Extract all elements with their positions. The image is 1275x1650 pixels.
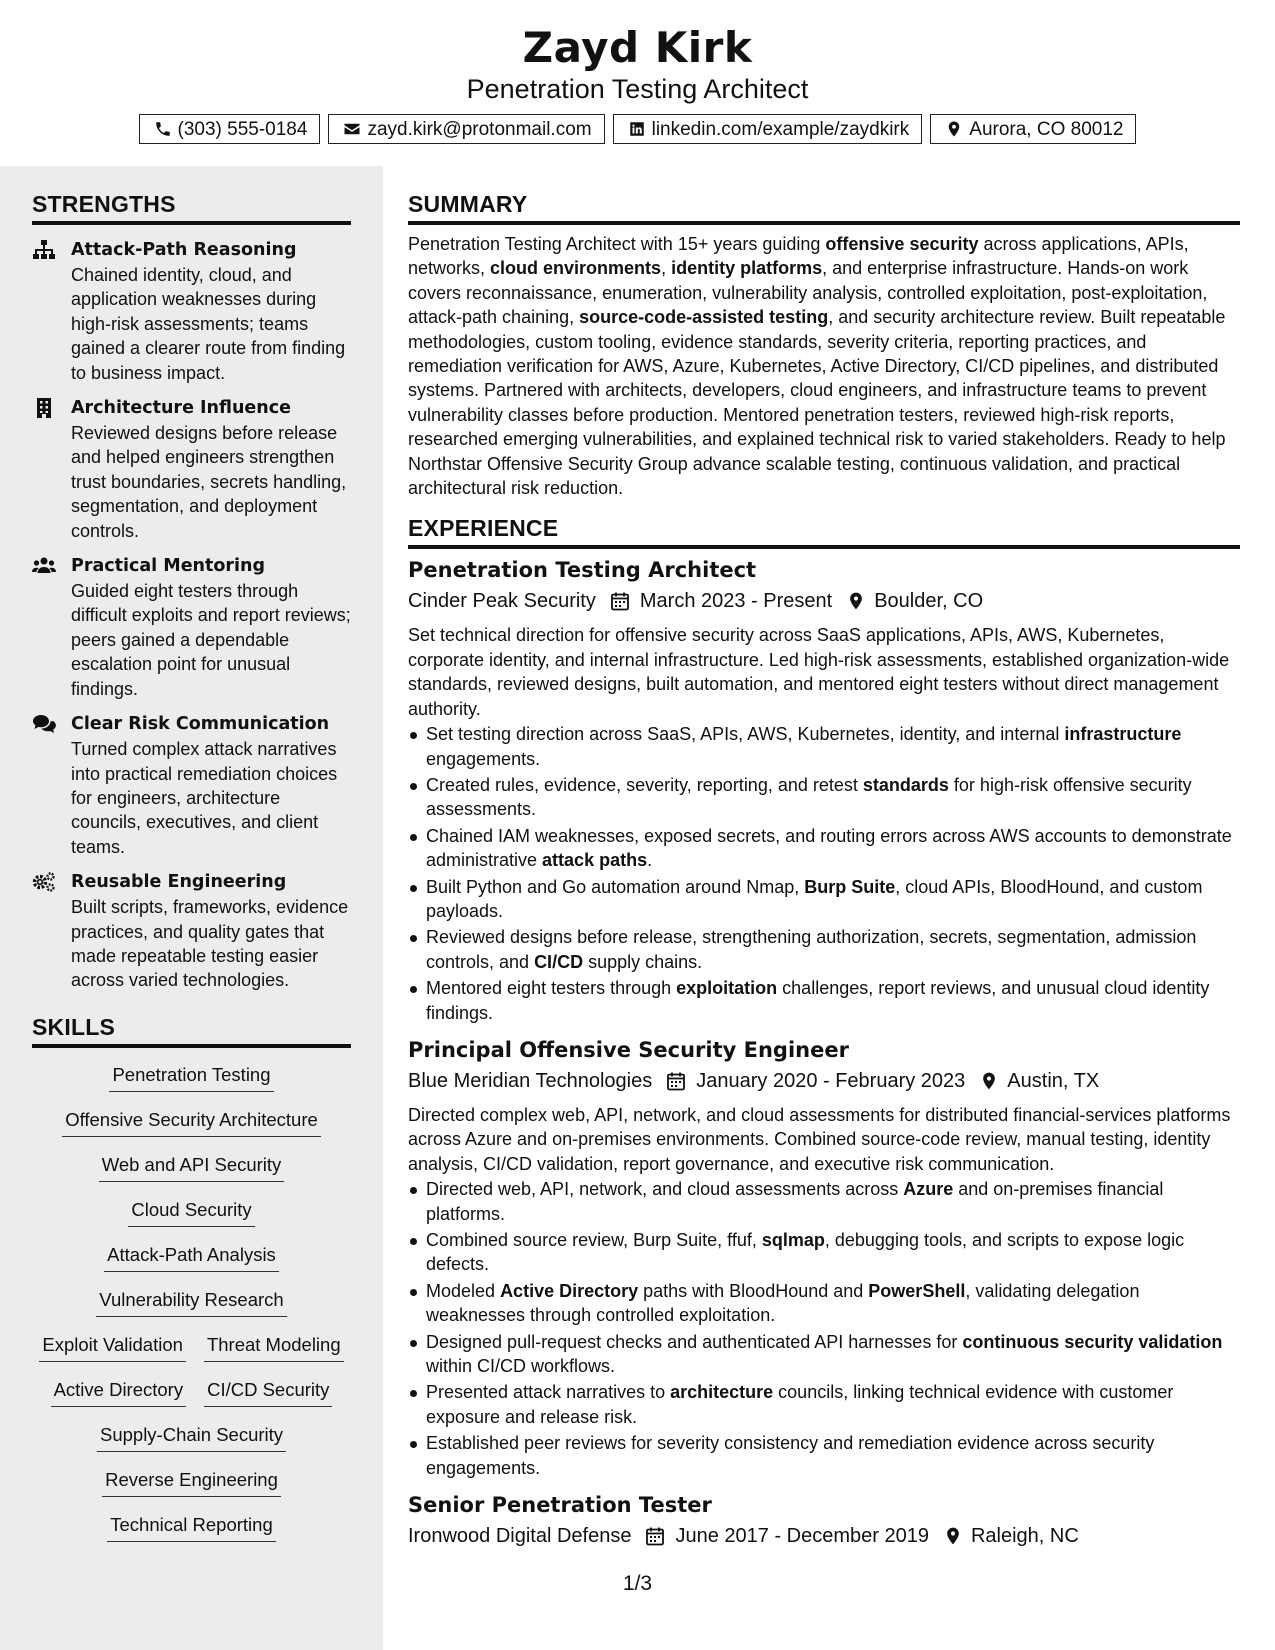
bullet-item	[408, 925, 1240, 974]
job-company: Cinder Peak Security	[408, 590, 596, 613]
job-meta	[408, 585, 1240, 617]
strength-title: Attack-Path Reasoning	[71, 240, 297, 260]
job-location: Boulder, CO	[874, 590, 984, 613]
map-marker-icon	[945, 120, 963, 138]
emphasis-text: Active Directory	[500, 1280, 639, 1301]
skill-row	[32, 1467, 351, 1512]
job-location: Raleigh, NC	[970, 1525, 1079, 1548]
contact-bar	[0, 114, 1275, 144]
job-description: Set technical direction for offensive security across SaaS applications, APIs, AWS, Kubernetes, corporate identity, and internal infrastructure. Led high-risk assessments, established organization-wide standards, reviewed designs, built automation, and mentored eight testers without direct management authority.	[408, 625, 1230, 719]
building-icon	[32, 397, 56, 419]
contact-phone[interactable]	[139, 114, 321, 144]
bullet-item	[408, 773, 1240, 822]
job-entry	[408, 1035, 1240, 1480]
body-text: for high-risk offensive security assessments.	[426, 774, 1192, 820]
comments-icon	[32, 713, 56, 735]
body-text: supply chains.	[583, 951, 703, 972]
calendar-icon	[610, 591, 630, 611]
contact-linkedin-text: linkedin.com/example/zaydkirk	[651, 118, 910, 140]
strength-item	[32, 869, 351, 993]
main-column	[408, 166, 1240, 1552]
job-location: Austin, TX	[1007, 1069, 1100, 1092]
skill-tag: Exploit Validation	[39, 1332, 186, 1362]
skill-row	[32, 1287, 351, 1332]
sitemap-icon	[32, 239, 56, 261]
body-text: , cloud APIs, BloodHound, and custom payloads.	[426, 876, 1203, 921]
strength-title: Practical Mentoring	[71, 556, 266, 577]
skill-tag: Vulnerability Research	[96, 1287, 286, 1317]
skill-row	[32, 1332, 351, 1377]
body-text: across applications, APIs, networks,	[408, 234, 1189, 279]
skill-tag: Cloud Security	[128, 1197, 254, 1227]
strengths-rule	[32, 221, 351, 225]
contact-phone-text: (303) 555-0184	[177, 118, 308, 140]
bullet-item	[408, 1279, 1240, 1328]
envelope-icon	[343, 120, 361, 138]
body-text: .	[647, 850, 653, 871]
job-bullets	[408, 722, 1240, 1025]
skill-row	[32, 1062, 351, 1107]
candidate-title: Penetration Testing Architect	[466, 74, 809, 104]
bullet-item	[408, 722, 1240, 771]
skills-list	[32, 1062, 351, 1557]
map-marker-icon	[846, 591, 866, 611]
users-icon	[32, 555, 56, 577]
body-text: Penetration Testing Architect with 15+ years guiding	[408, 234, 826, 254]
emphasis-text: identity platforms	[671, 258, 823, 279]
skill-tag: Active Directory	[51, 1377, 187, 1407]
job-dates: June 2017 - December 2019	[675, 1525, 929, 1548]
strength-item	[32, 395, 351, 543]
skill-tag: CI/CD Security	[204, 1377, 332, 1407]
job-entry	[408, 1490, 1240, 1552]
skill-row	[32, 1377, 351, 1422]
cogs-icon	[32, 871, 56, 893]
page-number-text: 1/3	[622, 1572, 653, 1595]
strength-title: Reusable Engineering	[71, 872, 287, 893]
body-text: Set testing direction across SaaS, APIs, AWS, Kubernetes, identity, and internal	[426, 724, 1065, 745]
body-text: Mentored eight testers through	[426, 978, 677, 999]
job-title: Principal Offensive Security Engineer	[408, 1037, 849, 1062]
sidebar	[0, 166, 383, 1650]
skill-row	[32, 1242, 351, 1287]
body-text: , validating delegation weaknesses through controlled exploitation.	[426, 1280, 1140, 1326]
bullet-item	[408, 875, 1240, 924]
body-text: Reviewed designs before release, strengthening authorization, secrets, segmentation, admission controls, and	[426, 927, 1197, 972]
bullet-item	[408, 1330, 1240, 1379]
body-text: Chained IAM weaknesses, exposed secrets, and routing errors across AWS accounts to demonstrate administrative	[426, 825, 1232, 871]
job-meta	[408, 1065, 1240, 1097]
emphasis-text: offensive security	[825, 234, 979, 254]
emphasis-text: Azure	[903, 1179, 954, 1200]
body-text: , debugging tools, and scripts to expose logic defects.	[426, 1230, 1185, 1275]
bullet-item	[408, 1431, 1240, 1480]
emphasis-text: standards	[862, 774, 949, 795]
strength-title: Architecture Influence	[71, 398, 291, 419]
job-description: Directed complex web, API, network, and cloud assessments for distributed financial-services platforms across Azure and on-premises environments. Combined source-code review, manual testing, identity analysis, CI/CD validation, report governance, and executive risk communication.	[408, 1104, 1231, 1174]
job-company: Blue Meridian Technologies	[408, 1069, 653, 1092]
experience-rule	[408, 545, 1240, 549]
skill-tag: Supply-Chain Security	[97, 1422, 286, 1452]
emphasis-text: PowerShell	[868, 1280, 966, 1301]
contact-location-text: Aurora, CO 80012	[969, 118, 1124, 140]
bullet-item	[408, 1228, 1240, 1277]
calendar-icon	[645, 1526, 665, 1546]
skill-tag: Reverse Engineering	[102, 1467, 281, 1497]
emphasis-text: source-code-assisted testing	[579, 307, 829, 328]
contact-email-text: zayd.kirk@protonmail.com	[367, 118, 592, 140]
body-text: Designed pull-request checks and authenticated API harnesses for	[426, 1331, 963, 1352]
body-text: engagements.	[426, 748, 541, 769]
job-title: Senior Penetration Tester	[408, 1493, 712, 1518]
body-text: and on-premises financial platforms.	[426, 1179, 1164, 1224]
strengths-heading: STRENGTHS	[32, 191, 176, 217]
strength-item	[32, 553, 351, 701]
skill-row	[32, 1422, 351, 1467]
summary-rule	[408, 221, 1240, 225]
body-text: councils, linking technical evidence with customer exposure and release risk.	[426, 1382, 1174, 1427]
body-text: Established peer reviews for severity consistency and remediation evidence across security engagements.	[426, 1433, 1155, 1478]
bullet-item	[408, 1177, 1240, 1226]
skill-tag: Threat Modeling	[204, 1332, 344, 1362]
emphasis-text: continuous security validation	[962, 1331, 1223, 1352]
skill-tag: Attack-Path Analysis	[104, 1242, 279, 1272]
job-company: Ironwood Digital Defense	[408, 1525, 632, 1548]
skill-tag: Offensive Security Architecture	[62, 1107, 321, 1137]
skills-rule	[32, 1044, 351, 1048]
contact-linkedin[interactable]	[613, 114, 923, 144]
body-text: challenges, report reviews, and unusual cloud identity findings.	[426, 978, 1210, 1023]
body-text: paths with BloodHound and	[638, 1280, 869, 1301]
body-text: Directed web, API, network, and cloud assessments across	[426, 1179, 904, 1200]
body-text: Created rules, evidence, severity, reporting, and retest	[426, 774, 863, 795]
body-text: Built Python and Go automation around Nmap,	[426, 876, 805, 897]
body-text: , and enterprise infrastructure. Hands-on work covers reconnaissance, enumeration, vulnerability analysis, controlled exploitation, post-exploitation, attack-path chaining,	[408, 258, 1208, 328]
emphasis-text: cloud environments	[490, 258, 662, 279]
experience-heading: EXPERIENCE	[408, 515, 559, 542]
emphasis-text: exploitation	[676, 978, 778, 999]
emphasis-text: infrastructure	[1064, 724, 1182, 745]
contact-email[interactable]	[328, 114, 604, 144]
body-text: Combined source review, Burp Suite, ffuf,	[426, 1230, 762, 1250]
calendar-icon	[666, 1071, 686, 1091]
body-text: Modeled	[426, 1280, 501, 1301]
strength-desc: Turned complex attack narratives into practical remediation choices for engineers, architecture councils, executives, and client teams.	[71, 739, 338, 857]
page-number	[0, 1570, 1275, 1598]
bullet-item	[408, 976, 1240, 1025]
strength-item	[32, 237, 351, 385]
strength-desc: Chained identity, cloud, and application weaknesses during high-risk assessments; teams gained a clearer route from finding to business impact.	[71, 265, 346, 383]
body-text: , and security architecture review. Built repeatable methodologies, custom tooling, evidence standards, severity criteria, reporting practices, and remediation verification for AWS, Azure, Kubernetes, Active Directory, CI/CD pipelines, and distributed systems. Partnered with architects, developers, cloud engineers, and infrastructure teams to prevent vulnerability classes before production. Mentored penetration testers, reviewed high-risk reports, researched emerging vulnerabilities, and explained technical risk to varied stakeholders. Ready to help Northstar Offensive Security Group advance scalable testing, continuous validation, and practical architectural risk reduction.	[408, 307, 1226, 499]
skills-heading: SKILLS	[32, 1013, 115, 1040]
summary-heading: SUMMARY	[408, 191, 528, 217]
map-marker-icon	[979, 1071, 999, 1091]
bullet-item	[408, 1380, 1240, 1429]
bullet-item	[408, 824, 1240, 873]
job-title: Penetration Testing Architect	[408, 558, 757, 583]
strength-desc: Reviewed designs before release and helped engineers strengthen trust boundaries, secrets handling, segmentation, and deployment controls.	[71, 423, 347, 541]
map-marker-icon	[943, 1526, 963, 1546]
phone-icon	[154, 120, 172, 138]
contact-location	[930, 114, 1136, 144]
strength-item	[32, 711, 351, 859]
emphasis-text: Burp Suite	[804, 876, 896, 897]
linkedin-icon	[628, 120, 646, 138]
skill-tag: Penetration Testing	[109, 1062, 273, 1092]
skill-row	[32, 1197, 351, 1242]
body-text: Presented attack narratives to	[426, 1382, 671, 1403]
emphasis-text: attack paths	[542, 850, 648, 871]
skill-tag: Technical Reporting	[107, 1512, 275, 1542]
job-dates: March 2023 - Present	[639, 590, 833, 613]
job-dates: January 2020 - February 2023	[696, 1069, 966, 1092]
resume-header	[0, 0, 1275, 166]
job-bullets	[408, 1177, 1240, 1480]
job-entry	[408, 555, 1240, 1025]
emphasis-text: sqlmap	[761, 1230, 825, 1250]
summary-text	[408, 232, 1240, 500]
job-meta	[408, 1520, 1240, 1552]
skill-row	[32, 1107, 351, 1152]
sidebar-content	[32, 182, 351, 1557]
strength-desc: Guided eight testers through difficult exploits and report reviews; peers gained a dependable escalation point for unusual findings.	[71, 581, 351, 699]
skill-tag: Web and API Security	[99, 1152, 285, 1182]
skill-row	[32, 1152, 351, 1197]
skill-row	[32, 1512, 351, 1557]
emphasis-text: CI/CD	[534, 951, 584, 972]
strength-desc: Built scripts, frameworks, evidence practices, and quality gates that made repeatable testing easier across varied technologies.	[71, 897, 349, 991]
body-text: ,	[661, 258, 672, 279]
candidate-name: Zayd Kirk	[522, 23, 753, 72]
body-text: within CI/CD workflows.	[426, 1356, 616, 1377]
strength-title: Clear Risk Communication	[71, 714, 330, 735]
emphasis-text: architecture	[670, 1382, 774, 1403]
